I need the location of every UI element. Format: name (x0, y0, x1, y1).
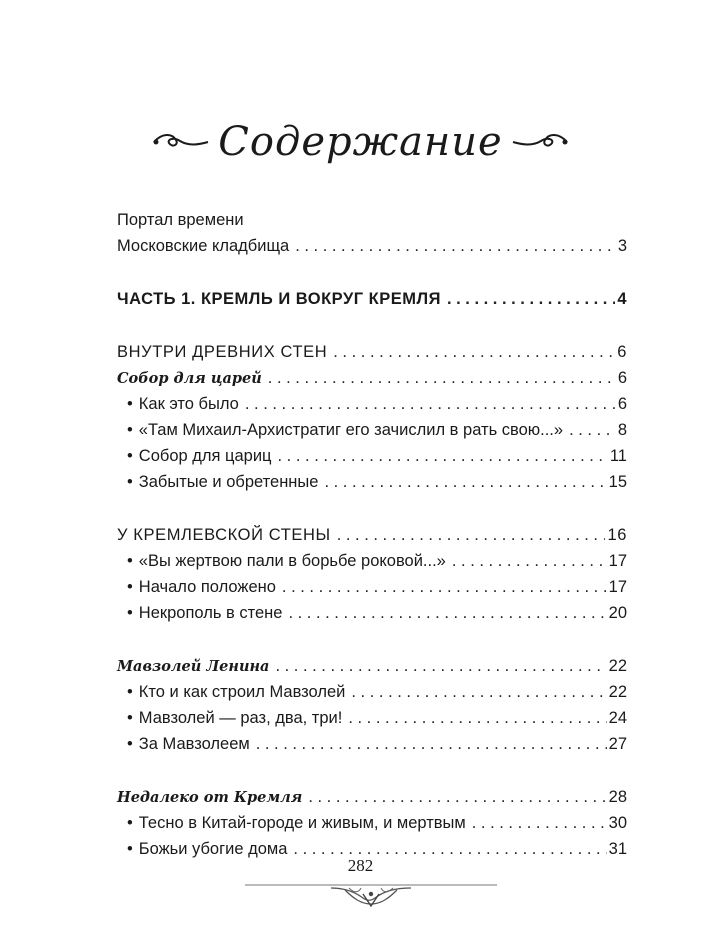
toc-entry-item[interactable]: • «Там Михаил-Архистратиг его зачислил в рать свою...» . . . 8 (117, 417, 627, 443)
toc-entry-item[interactable]: • Божьи убогие дома . . . 31 (117, 836, 627, 862)
table-of-contents (117, 207, 627, 862)
dot-leader (278, 443, 608, 469)
dot-leader (324, 469, 606, 495)
toc-entry-item[interactable]: • Как это было . . . 6 (117, 391, 627, 417)
right-flourish-icon (511, 131, 569, 153)
page-footer (0, 856, 721, 876)
dot-leader (337, 522, 606, 548)
title-row (0, 112, 721, 172)
toc-entry-portal[interactable]: Портал времени (117, 211, 244, 229)
dot-leader (569, 417, 616, 443)
toc-entry-item[interactable]: • За Мавзолеем . . . 27 (117, 731, 627, 757)
dot-leader (447, 286, 615, 312)
toc-entry-part-1[interactable]: ЧАСТЬ 1. КРЕМЛЬ И ВОКРУГ КРЕМЛЯ . . . 4 (117, 286, 627, 312)
toc-entry-moscow-cemeteries[interactable]: Московские кладбища . . . 3 (117, 233, 627, 259)
dot-leader (295, 233, 616, 259)
dot-leader (452, 548, 607, 574)
dot-leader (245, 391, 616, 417)
toc-entry-item[interactable]: • Собор для цариц . . . 11 (117, 443, 627, 469)
toc-entry-item[interactable]: • Забытые и обретенные . . . 15 (117, 469, 627, 495)
dot-leader (275, 653, 606, 679)
dot-leader (351, 679, 606, 705)
toc-entry-ancient-walls[interactable]: ВНУТРИ ДРЕВНИХ СТЕН . . . 6 (117, 339, 627, 365)
dot-leader (472, 810, 607, 836)
dot-leader (288, 600, 606, 626)
dot-leader (348, 705, 606, 731)
toc-entry-mausoleum[interactable]: Мавзолей Ленина . . . 22 (117, 653, 627, 679)
dot-leader (333, 339, 615, 365)
toc-entry-item[interactable]: • Начало положено . . . 17 (117, 574, 627, 600)
toc-entry-near-kremlin[interactable]: Недалеко от Кремля . . . 28 (117, 784, 627, 810)
dot-leader (256, 731, 607, 757)
page-number: 282 (347, 856, 374, 875)
toc-entry-item[interactable]: • Кто и как строил Мавзолей . . . 22 (117, 679, 627, 705)
footer-ornament-icon (245, 880, 497, 910)
toc-entry-item[interactable]: • Мавзолей — раз, два, три! . . . 24 (117, 705, 627, 731)
toc-entry-item[interactable]: • «Вы жертвою пали в борьбе роковой...» . . . 17 (117, 548, 627, 574)
page-title: Содержание (218, 119, 503, 165)
dot-leader (308, 784, 606, 810)
toc-entry-item[interactable]: • Некрополь в стене . . . 20 (117, 600, 627, 626)
dot-leader (282, 574, 607, 600)
left-flourish-icon (152, 131, 210, 153)
dot-leader (268, 365, 616, 391)
toc-entry-sobor-tsars[interactable]: Собор для царей . . . 6 (117, 365, 627, 391)
toc-entry-kremlin-wall[interactable]: У КРЕМЛЕВСКОЙ СТЕНЫ . . . 16 (117, 522, 627, 548)
toc-entry-item[interactable]: • Тесно в Китай-городе и живым, и мертвым . . . 30 (117, 810, 627, 836)
